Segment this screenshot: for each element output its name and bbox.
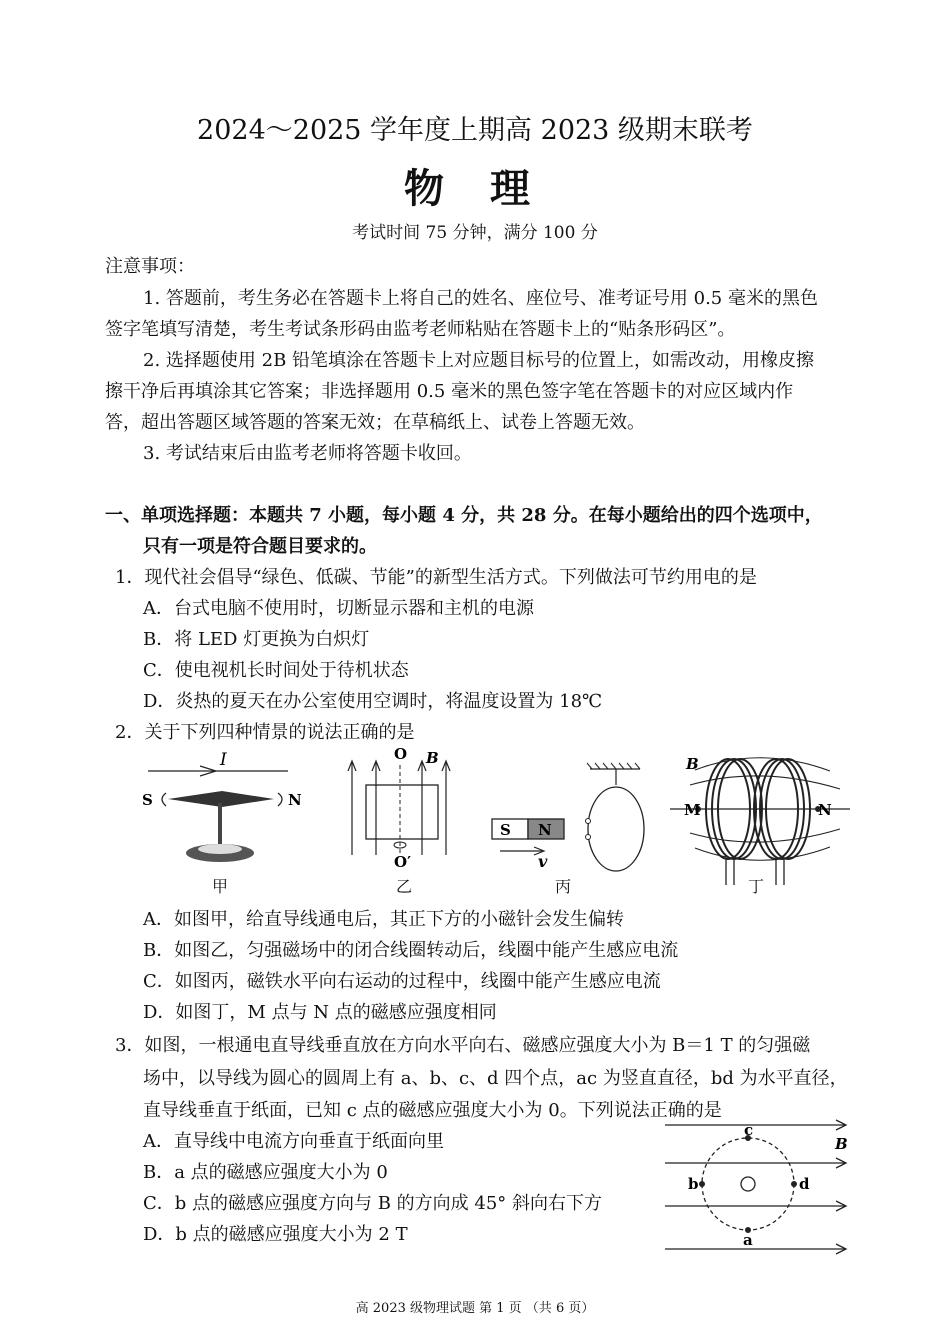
svg-text:M: M xyxy=(684,801,701,819)
figure-label-ding: 丁 xyxy=(747,877,764,896)
notice-line: 1. 答题前，考生务必在答题卡上将自己的姓名、座位号、准考证号用 0.5 毫米的黑色 xyxy=(143,288,818,309)
figure-label-bing: 丙 xyxy=(554,877,571,896)
svg-text:B: B xyxy=(835,1135,848,1153)
notice-line: 2. 选择题使用 2B 铅笔填涂在答题卡上对应题目标号的位置上，如需改动，用橡皮擦 xyxy=(143,350,815,371)
subject-title: 物 理 xyxy=(404,165,546,212)
question-1-option-c: C．使电视机长时间处于待机状态 xyxy=(143,660,409,681)
question-2-option-c: C．如图丙，磁铁水平向右运动的过程中，线圈中能产生感应电流 xyxy=(143,971,661,992)
question-3-stem-cont: 直导线垂直于纸面，已知 c 点的磁感应强度大小为 0。下列说法正确的是 xyxy=(143,1100,722,1121)
svg-text:N: N xyxy=(538,821,552,839)
question-3-option-d: D．b 点的磁感应强度大小为 2 T xyxy=(143,1224,408,1245)
svg-text:N: N xyxy=(818,801,832,819)
figure-label-jia: 甲 xyxy=(211,877,228,896)
question-3-figure xyxy=(660,1115,855,1260)
question-2-option-d: D．如图丁，M 点与 N 点的磁感应强度相同 xyxy=(143,1002,497,1023)
section-heading-cont: 只有一项是符合题目要求的。 xyxy=(143,536,377,557)
svg-text:S: S xyxy=(142,791,153,809)
figure-label-yi: 乙 xyxy=(395,877,412,896)
figure-ding xyxy=(670,755,850,885)
question-3-stem-cont: 场中，以导线为圆心的圆周上有 a、b、c、d 四个点，ac 为竖直直径，bd 为水平直径， xyxy=(143,1068,848,1089)
exam-title: 2024～2025 学年度上期高 2023 级期末联考 xyxy=(197,115,753,146)
svg-text:O′: O′ xyxy=(394,853,412,871)
svg-text:N: N xyxy=(288,791,302,809)
section-heading: 一、单项选择题：本题共 7 小题，每小题 4 分，共 28 分。在每小题给出的四个选项中， xyxy=(105,505,823,526)
question-3-option-c: C．b 点的磁感应强度方向与 B 的方向成 45° 斜向右下方 xyxy=(143,1193,603,1214)
notice-line: 擦干净后再填涂其它答案；非选择题用 0.5 毫米的黑色签字笔在答题卡的对应区域内作 xyxy=(105,381,794,402)
question-3-option-b: B．a 点的磁感应强度大小为 0 xyxy=(143,1162,388,1183)
question-2-option-b: B．如图乙，匀强磁场中的闭合线圈转动后，线圈中能产生感应电流 xyxy=(143,940,679,961)
question-1-option-b: B．将 LED 灯更换为白炽灯 xyxy=(143,629,370,650)
svg-text:O: O xyxy=(394,745,408,763)
svg-text:S: S xyxy=(500,821,511,839)
question-2-stem: 2．关于下列四种情景的说法正确的是 xyxy=(115,722,415,743)
notice-heading: 注意事项： xyxy=(105,256,195,277)
notice-line: 3. 考试结束后由监考老师将答题卡收回。 xyxy=(143,443,472,464)
question-1-stem: 1．现代社会倡导“绿色、低碳、节能”的新型生活方式。下列做法可节约用电的是 xyxy=(115,567,757,588)
question-1-option-a: A．台式电脑不使用时，切断显示器和主机的电源 xyxy=(143,598,534,619)
question-3-stem: 3．如图，一根通电直导线垂直放在方向水平向右、磁感应强度大小为 B＝1 T 的匀强磁 xyxy=(115,1035,811,1056)
figure-jia xyxy=(142,750,302,862)
page-footer: 高 2023 级物理试题 第 1 页 （共 6 页） xyxy=(355,1301,595,1316)
notice-line: 签字笔填写清楚，考生考试条形码由监考老师粘贴在答题卡上的“贴条形码区”。 xyxy=(105,319,736,340)
current-label: I xyxy=(220,750,227,770)
svg-text:c: c xyxy=(744,1121,754,1139)
svg-text:d: d xyxy=(799,1175,810,1193)
question-2-option-a: A．如图甲，给直导线通电后，其正下方的小磁针会发生偏转 xyxy=(143,909,624,930)
figure-yi xyxy=(348,745,450,871)
question-3-option-a: A．直导线中电流方向垂直于纸面向里 xyxy=(143,1131,444,1152)
svg-text:B: B xyxy=(426,749,439,767)
notice-line: 答，超出答题区域答题的答案无效；在草稿纸上、试卷上答题无效。 xyxy=(105,412,645,433)
svg-text:v: v xyxy=(538,852,548,871)
svg-text:B: B xyxy=(686,755,699,773)
question-2-figures xyxy=(130,745,850,895)
question-1-option-d: D．炎热的夏天在办公室使用空调时，将温度设置为 18℃ xyxy=(143,691,603,712)
svg-text:b: b xyxy=(688,1175,699,1193)
exam-time-info: 考试时间 75 分钟，满分 100 分 xyxy=(352,223,598,243)
svg-text:a: a xyxy=(743,1231,753,1249)
figure-bing xyxy=(492,763,644,871)
